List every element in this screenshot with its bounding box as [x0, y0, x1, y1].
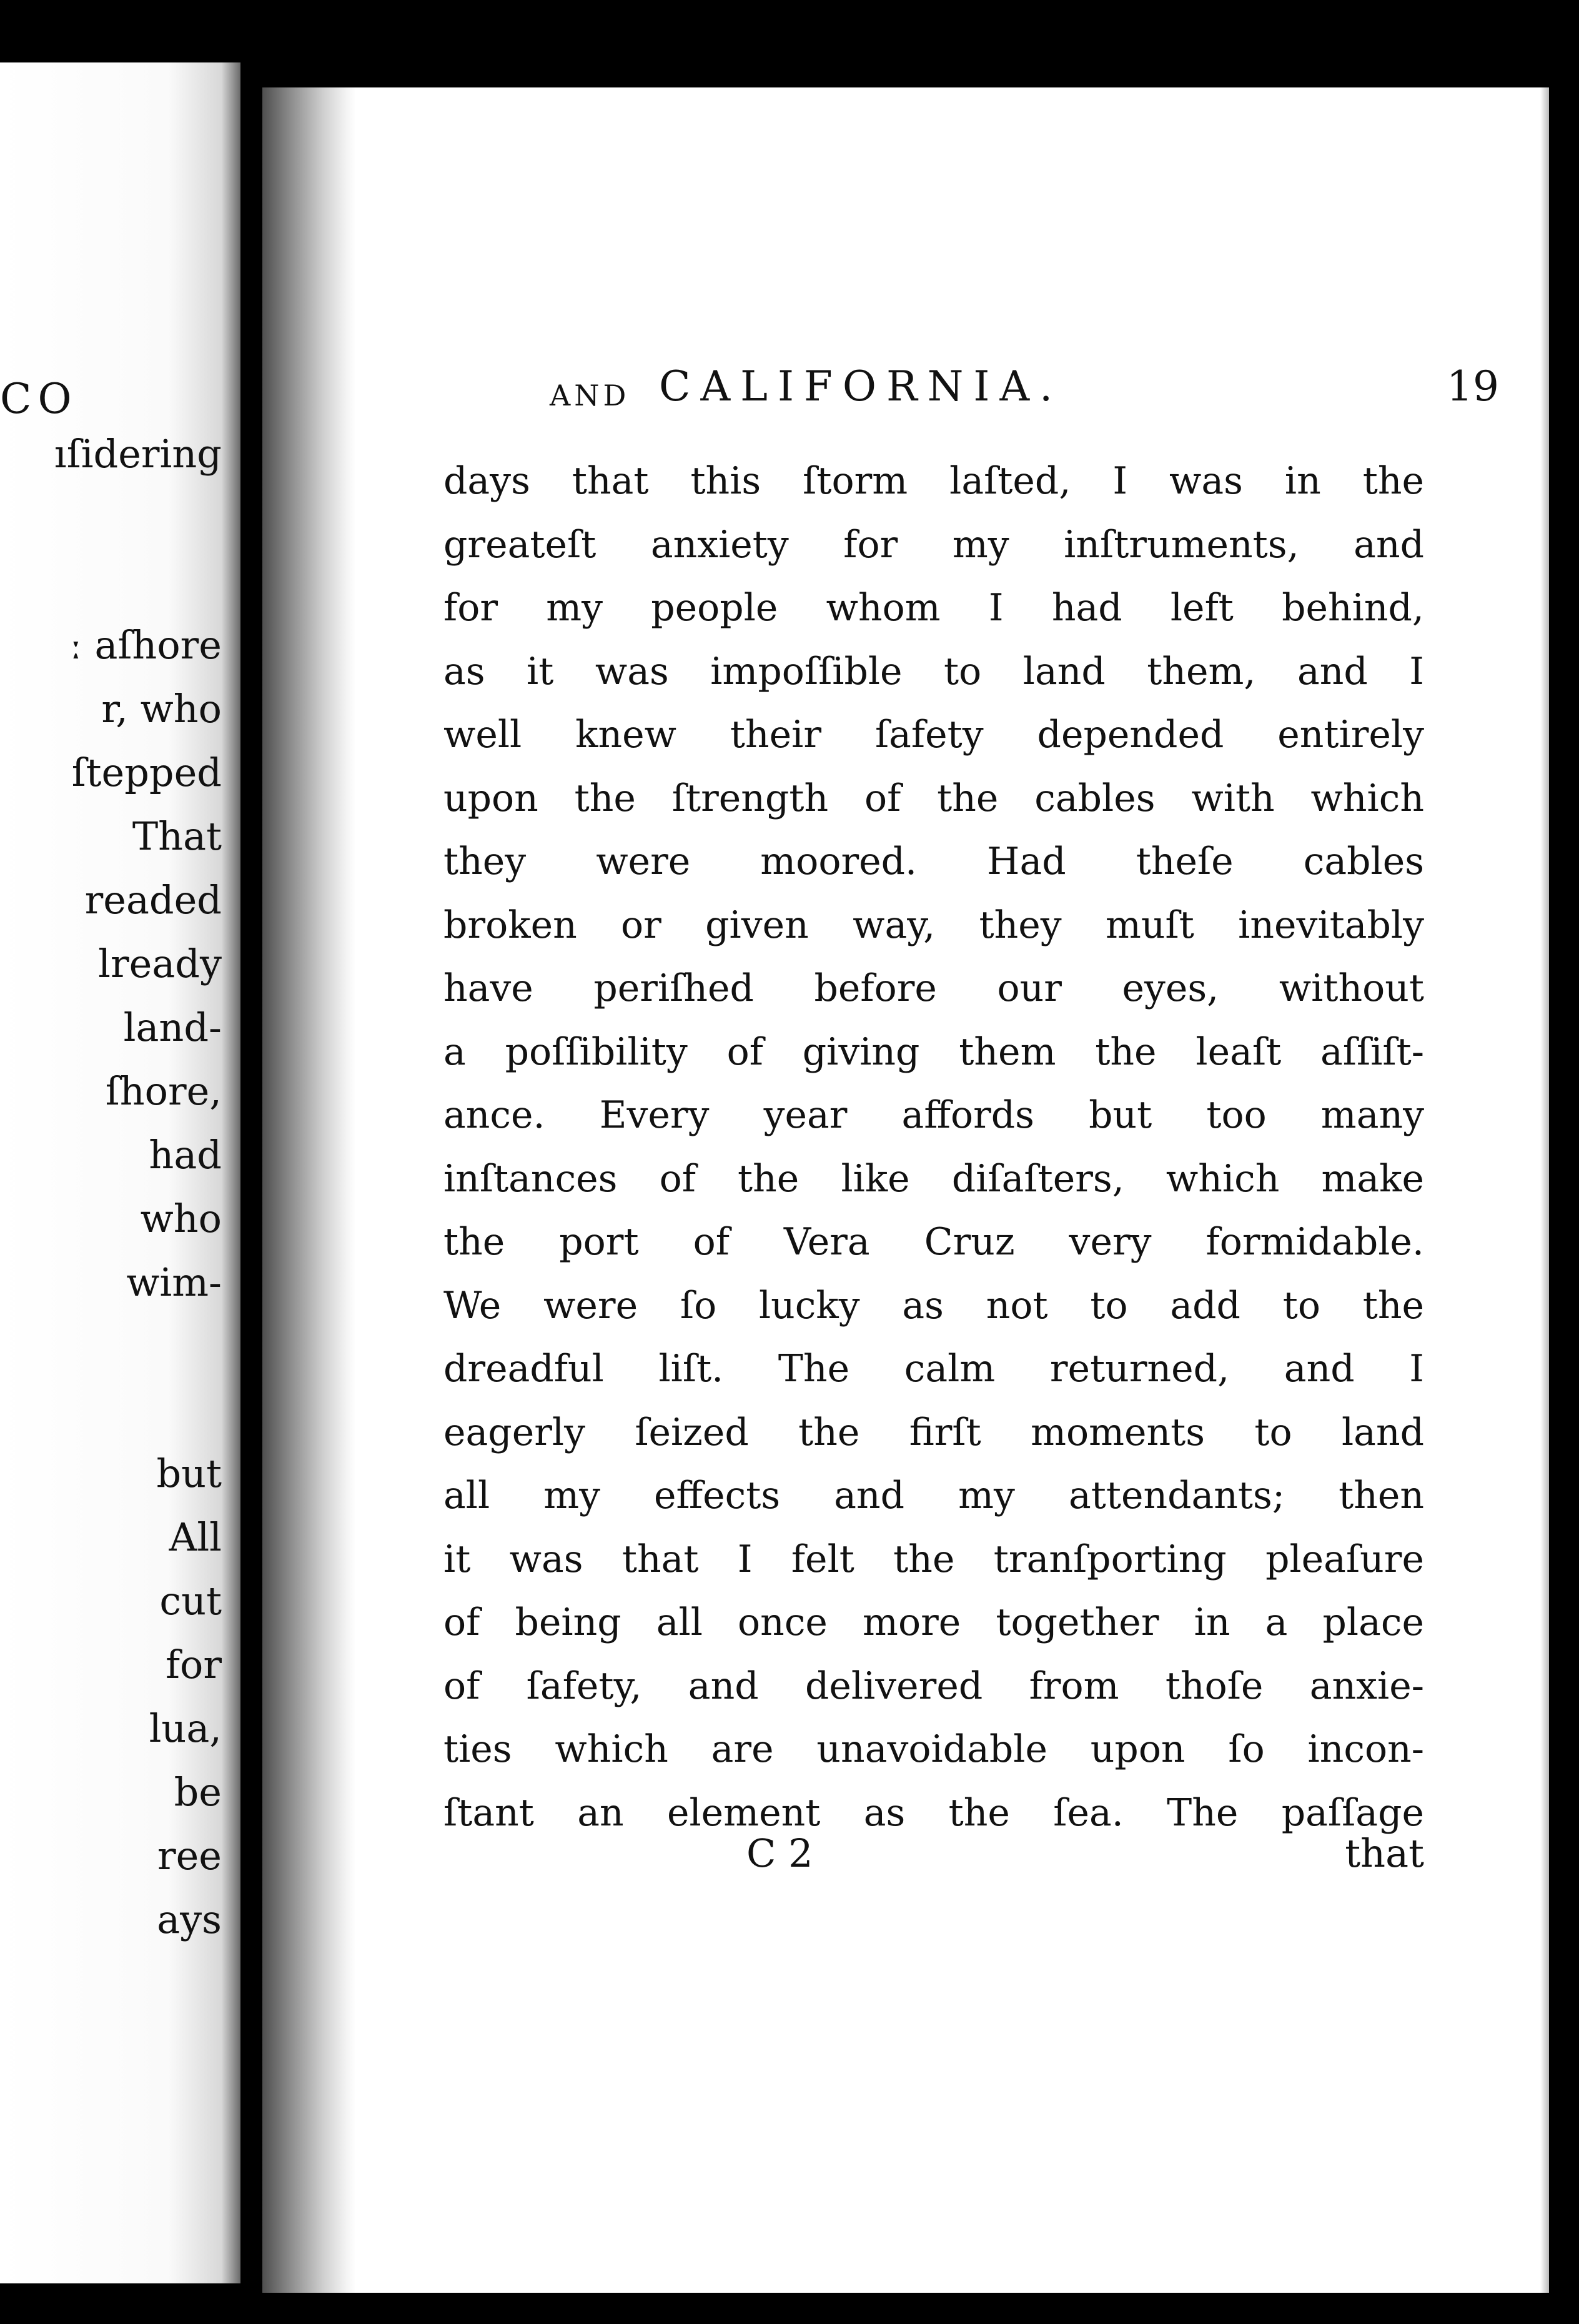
- left-text-line: That: [132, 813, 222, 859]
- body-text-line: upon the ſtrength of the cables with which: [443, 776, 1424, 820]
- body-text-line: as it was impoſſible to land them, and I: [443, 649, 1424, 693]
- body-text-line: have periſhed before our eyes, without: [443, 966, 1424, 1010]
- body-text-line: inſtances of the like diſaſters, which make: [443, 1156, 1424, 1201]
- left-text-line: wim-: [126, 1259, 222, 1305]
- body-text-line: all my effects and my attendants; then: [443, 1474, 1424, 1517]
- body-text-line: they were moored. Had theſe cables: [443, 840, 1424, 883]
- body-text-line: dreadful liſt. The calm returned, and I: [443, 1347, 1424, 1391]
- body-text-line: of ſafety, and delivered from thoſe anxie-: [443, 1664, 1424, 1708]
- body-text-line: We were ſo lucky as not to add to the: [443, 1283, 1424, 1328]
- left-text-line: land-: [123, 1005, 222, 1050]
- left-text-line: ays: [157, 1897, 222, 1942]
- left-text-line: ıſidering: [54, 431, 222, 477]
- body-text-line: days that this ſtorm laſted, I was in the: [443, 459, 1424, 503]
- running-head-title: CALIFORNIA.: [659, 362, 1063, 410]
- left-text-line: who: [140, 1196, 222, 1241]
- left-text-line: readed: [84, 877, 222, 923]
- body-text-line: broken or given way, they muſt inevitably: [443, 903, 1424, 947]
- running-head: [550, 362, 1499, 419]
- body-text-line: for my people whom I had left behind,: [443, 586, 1424, 630]
- running-head-small: AND: [550, 379, 630, 412]
- right-page: [262, 87, 1549, 2293]
- left-text-line: for: [166, 1642, 222, 1687]
- body-text-line: ties which are unavoidable upon ſo incon-: [443, 1727, 1424, 1771]
- signature-mark: C 2: [746, 1830, 813, 1876]
- body-text-line: a poſſibility of giving them the leaſt aſſiſt-: [443, 1030, 1424, 1074]
- body-text-line: eagerly ſeized the firſt moments to land: [443, 1410, 1424, 1454]
- page-gutter-shadow: [262, 87, 356, 2293]
- body-text-line: greateſt anxiety for my inſtruments, and: [443, 522, 1424, 567]
- left-text-line: ree: [157, 1833, 222, 1879]
- left-page: [0, 62, 240, 2283]
- left-text-line: cut: [159, 1578, 222, 1624]
- body-text-line: of being all once more together in a place: [443, 1601, 1424, 1644]
- page-number: 19: [1447, 362, 1499, 410]
- left-text-line: lua,: [149, 1706, 222, 1751]
- left-running-head: CO: [0, 375, 78, 423]
- page-edge: [1540, 87, 1549, 2293]
- catchword: that: [1345, 1830, 1424, 1876]
- body-text-line: the port of Vera Cruz very formidable.: [443, 1220, 1424, 1264]
- left-text-line: ſtepped: [71, 750, 222, 795]
- body-text-line: ſtant an element as the ſea. The paſſage: [443, 1790, 1424, 1835]
- left-text-line: but: [156, 1451, 222, 1496]
- left-text-line: ſhore,: [105, 1068, 222, 1114]
- body-text-line: ance. Every year affords but too many: [443, 1093, 1424, 1137]
- body-text-line: well knew their ſafety depended entirely: [443, 713, 1424, 757]
- left-text-line: lready: [98, 941, 222, 986]
- body-text-line: it was that I felt the tranſporting pleaſure: [443, 1537, 1424, 1581]
- left-text-line: had: [149, 1132, 222, 1178]
- left-text-line: ː aſhore: [69, 622, 222, 668]
- left-text-line: be: [174, 1769, 222, 1815]
- left-text-line: All: [169, 1514, 222, 1560]
- left-text-line: r, who: [101, 686, 222, 732]
